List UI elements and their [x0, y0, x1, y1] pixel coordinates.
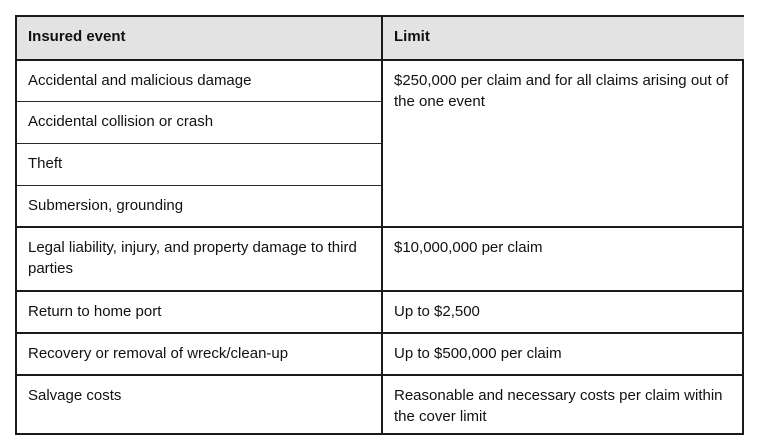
row-divider [17, 290, 742, 292]
limit-cell: $10,000,000 per claim [394, 239, 543, 256]
insurance-limits-table [15, 15, 744, 435]
column-divider [381, 17, 383, 433]
merged-limit-cell: $250,000 per claim and for all claims arising out of the one event [394, 72, 729, 110]
event-cell: Submersion, grounding [28, 197, 184, 214]
row-divider [17, 332, 742, 334]
event-cell: Recovery or removal of wreck/clean-up [28, 345, 289, 362]
row-divider [17, 143, 381, 144]
row-divider [17, 374, 742, 376]
row-divider [17, 226, 742, 228]
limit-cell: Up to $2,500 [394, 303, 480, 320]
row-divider [17, 101, 381, 102]
row-divider [17, 59, 742, 61]
event-cell: Theft [28, 155, 63, 172]
event-cell: Salvage costs [28, 387, 122, 404]
limit-cell: Reasonable and necessary costs per claim within the cover limit [394, 387, 723, 425]
event-cell: Return to home port [28, 303, 162, 320]
row-divider [17, 185, 381, 186]
event-cell: Legal liability, injury, and property damage to third parties [28, 239, 357, 277]
event-cell: Accidental and malicious damage [28, 72, 252, 89]
header-insured-event: Insured event [17, 17, 381, 59]
limit-cell: Up to $500,000 per claim [394, 345, 562, 362]
event-cell: Accidental collision or crash [28, 113, 214, 130]
header-limit: Limit [383, 17, 744, 59]
